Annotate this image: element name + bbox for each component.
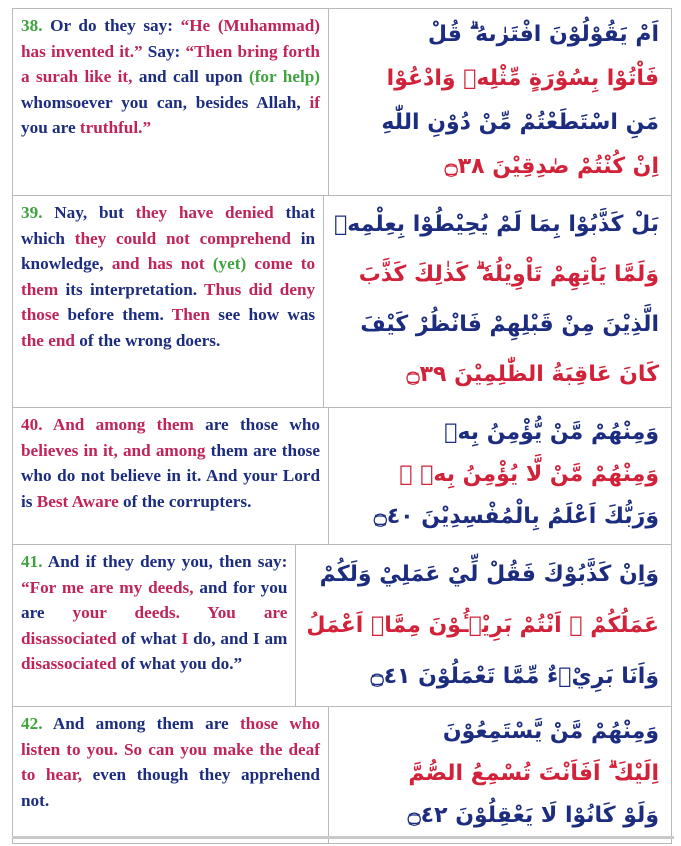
translation-segment: 38. bbox=[21, 16, 43, 35]
arabic-line: وَرَبُّكَ اَعْلَمُ بِالْمُفْسِدِيْنَ ۝٤٠ bbox=[373, 504, 659, 529]
translation-segment: and has not bbox=[111, 254, 205, 274]
verse-row bbox=[12, 195, 672, 407]
arabic-line: وَاِنْ كَذَّبُوْكَ فَقُلْ لِّيْ عَمَلِيْ وَلَكُمْ bbox=[319, 562, 659, 587]
arabic-line: وَلَمَّا يَاْتِهِمْ تَاْوِيْلُهٗ ۗ كَذٰلِكَ كَذَّبَ bbox=[358, 262, 659, 287]
arabic-line: اِنْ كُنْتُمْ صٰدِقِيْنَ ۝٣٨ bbox=[444, 154, 659, 179]
verse-row bbox=[12, 8, 672, 195]
arabic-text bbox=[329, 408, 671, 544]
bottom-shadow bbox=[12, 836, 674, 839]
translation-segment: its interpretation. bbox=[58, 279, 205, 299]
translation-segment: and among bbox=[117, 440, 206, 460]
verse-row bbox=[12, 407, 672, 544]
translation-segment: they have denied bbox=[135, 203, 274, 222]
translation-segment: even though they apprehend not. bbox=[21, 765, 320, 810]
translation-segment: (yet) bbox=[204, 254, 255, 274]
english-translation bbox=[13, 408, 329, 544]
translation-segment: “He (Muhammad) has invented it.” bbox=[21, 16, 320, 61]
translation-segment: and call upon bbox=[132, 67, 249, 87]
arabic-line: فَاْتُوْا بِسُوْرَةٍ مِّثْلِهٖ وَادْعُوْا bbox=[386, 66, 659, 91]
translation-segment: see how was bbox=[210, 305, 316, 325]
translation-segment: of what you do.” bbox=[116, 654, 243, 674]
translation-segment: that which bbox=[21, 203, 316, 248]
arabic-line: وَمِنْهُمْ مَّنْ يُّؤْمِنُ بِهٖ bbox=[444, 420, 659, 445]
arabic-line: مَنِ اسْتَطَعْتُمْ مِّنْ دُوْنِ اللّٰهِ bbox=[381, 110, 659, 135]
verse-row bbox=[12, 544, 672, 706]
verse-table bbox=[12, 8, 672, 844]
verse-row bbox=[12, 706, 672, 844]
arabic-text bbox=[324, 196, 671, 407]
translation-segment: they could not comprehend bbox=[74, 228, 291, 248]
arabic-line: الَّذِيْنَ مِنْ قَبْلِهِمْ فَانْظُرْ كَيْفَ bbox=[360, 312, 659, 337]
translation-segment: if bbox=[309, 92, 320, 112]
arabic-text bbox=[329, 9, 671, 195]
translation-segment: your deeds. You are disassociated bbox=[21, 603, 288, 648]
translation-segment: whomsoever you can, besides Allah, bbox=[21, 92, 310, 112]
arabic-line: اَمْ يَقُوْلُوْنَ افْتَرٰىهُ ۗ قُلْ bbox=[427, 22, 659, 47]
translation-segment: of the corrupters. bbox=[118, 491, 252, 511]
translation-segment: Then bbox=[171, 305, 210, 325]
translation-segment: in knowledge, bbox=[21, 228, 316, 274]
translation-segment: Say: bbox=[142, 41, 186, 61]
translation-segment: before them. bbox=[59, 305, 172, 325]
translation-segment: 40. And among them bbox=[21, 415, 194, 434]
translation-segment: disassociated bbox=[21, 654, 117, 674]
arabic-text bbox=[296, 545, 671, 706]
arabic-text bbox=[329, 707, 671, 843]
arabic-line: وَمِنْهُمْ مَّنْ لَّا يُؤْمِنُ بِهٖ ۗ bbox=[399, 462, 659, 487]
translation-segment: 42. bbox=[21, 714, 43, 733]
translation-segment: the end bbox=[21, 330, 75, 350]
arabic-line: اِلَيْكَ ۗ اَفَاَنْتَ تُسْمِعُ الصُّمَّ bbox=[408, 761, 659, 786]
translation-segment: of what bbox=[116, 628, 182, 648]
translation-segment: you are bbox=[21, 118, 80, 138]
arabic-line: كَانَ عَاقِبَةُ الظّٰلِمِيْنَ ۝٣٩ bbox=[406, 362, 659, 387]
translation-segment: come to them bbox=[21, 254, 316, 299]
english-translation bbox=[13, 9, 329, 195]
translation-segment: those who listen to you. So can you make the deaf to hear, bbox=[21, 714, 320, 785]
translation-segment: 41. bbox=[21, 552, 43, 571]
translation-segment: and for you are bbox=[21, 577, 288, 623]
translation-segment: are those who bbox=[193, 415, 320, 434]
english-translation bbox=[13, 196, 324, 407]
translation-segment: “For me are my deeds, bbox=[21, 577, 194, 597]
translation-segment: Nay, but bbox=[42, 203, 136, 222]
translation-segment: And among them are bbox=[42, 714, 240, 733]
english-translation bbox=[13, 707, 329, 843]
translation-segment: I bbox=[181, 628, 189, 648]
translation-segment: “Then bring forth a surah like it, bbox=[21, 41, 320, 87]
translation-segment: truthful.” bbox=[79, 118, 152, 138]
arabic-line: عَمَلُكُمْ ۚ اَنْتُمْ بَرِيْۤـُٔوْنَ مِمَّاۤ اَعْمَلُ bbox=[306, 613, 659, 638]
arabic-line: بَلْ كَذَّبُوْا بِمَا لَمْ يُحِيْطُوْا بِعِلْمِهٖ bbox=[334, 212, 659, 237]
arabic-line: وَاَنَا بَرِيْۤءٌ مِّمَّا تَعْمَلُوْنَ ۝٤١ bbox=[370, 664, 659, 689]
translation-segment: Thus did deny those bbox=[21, 279, 316, 325]
translation-segment: do, and I am bbox=[188, 628, 288, 648]
translation-segment: 39. bbox=[21, 203, 43, 222]
translation-segment: believes in it, bbox=[21, 440, 118, 460]
translation-segment: Best Aware bbox=[36, 491, 119, 511]
arabic-line: وَمِنْهُمْ مَّنْ يَّسْتَمِعُوْنَ bbox=[442, 719, 659, 744]
translation-segment: And if they deny you, then say: bbox=[42, 552, 288, 571]
english-translation bbox=[13, 545, 296, 706]
arabic-line: وَلَوْ كَانُوْا لَا يَعْقِلُوْنَ ۝٤٢ bbox=[407, 803, 659, 828]
translation-segment: of the wrong doers. bbox=[74, 330, 221, 350]
translation-segment: (for help) bbox=[248, 67, 321, 87]
translation-segment: Or do they say: bbox=[42, 16, 181, 35]
translation-segment: them are those who do not believe in it. And your Lord is bbox=[21, 440, 320, 511]
